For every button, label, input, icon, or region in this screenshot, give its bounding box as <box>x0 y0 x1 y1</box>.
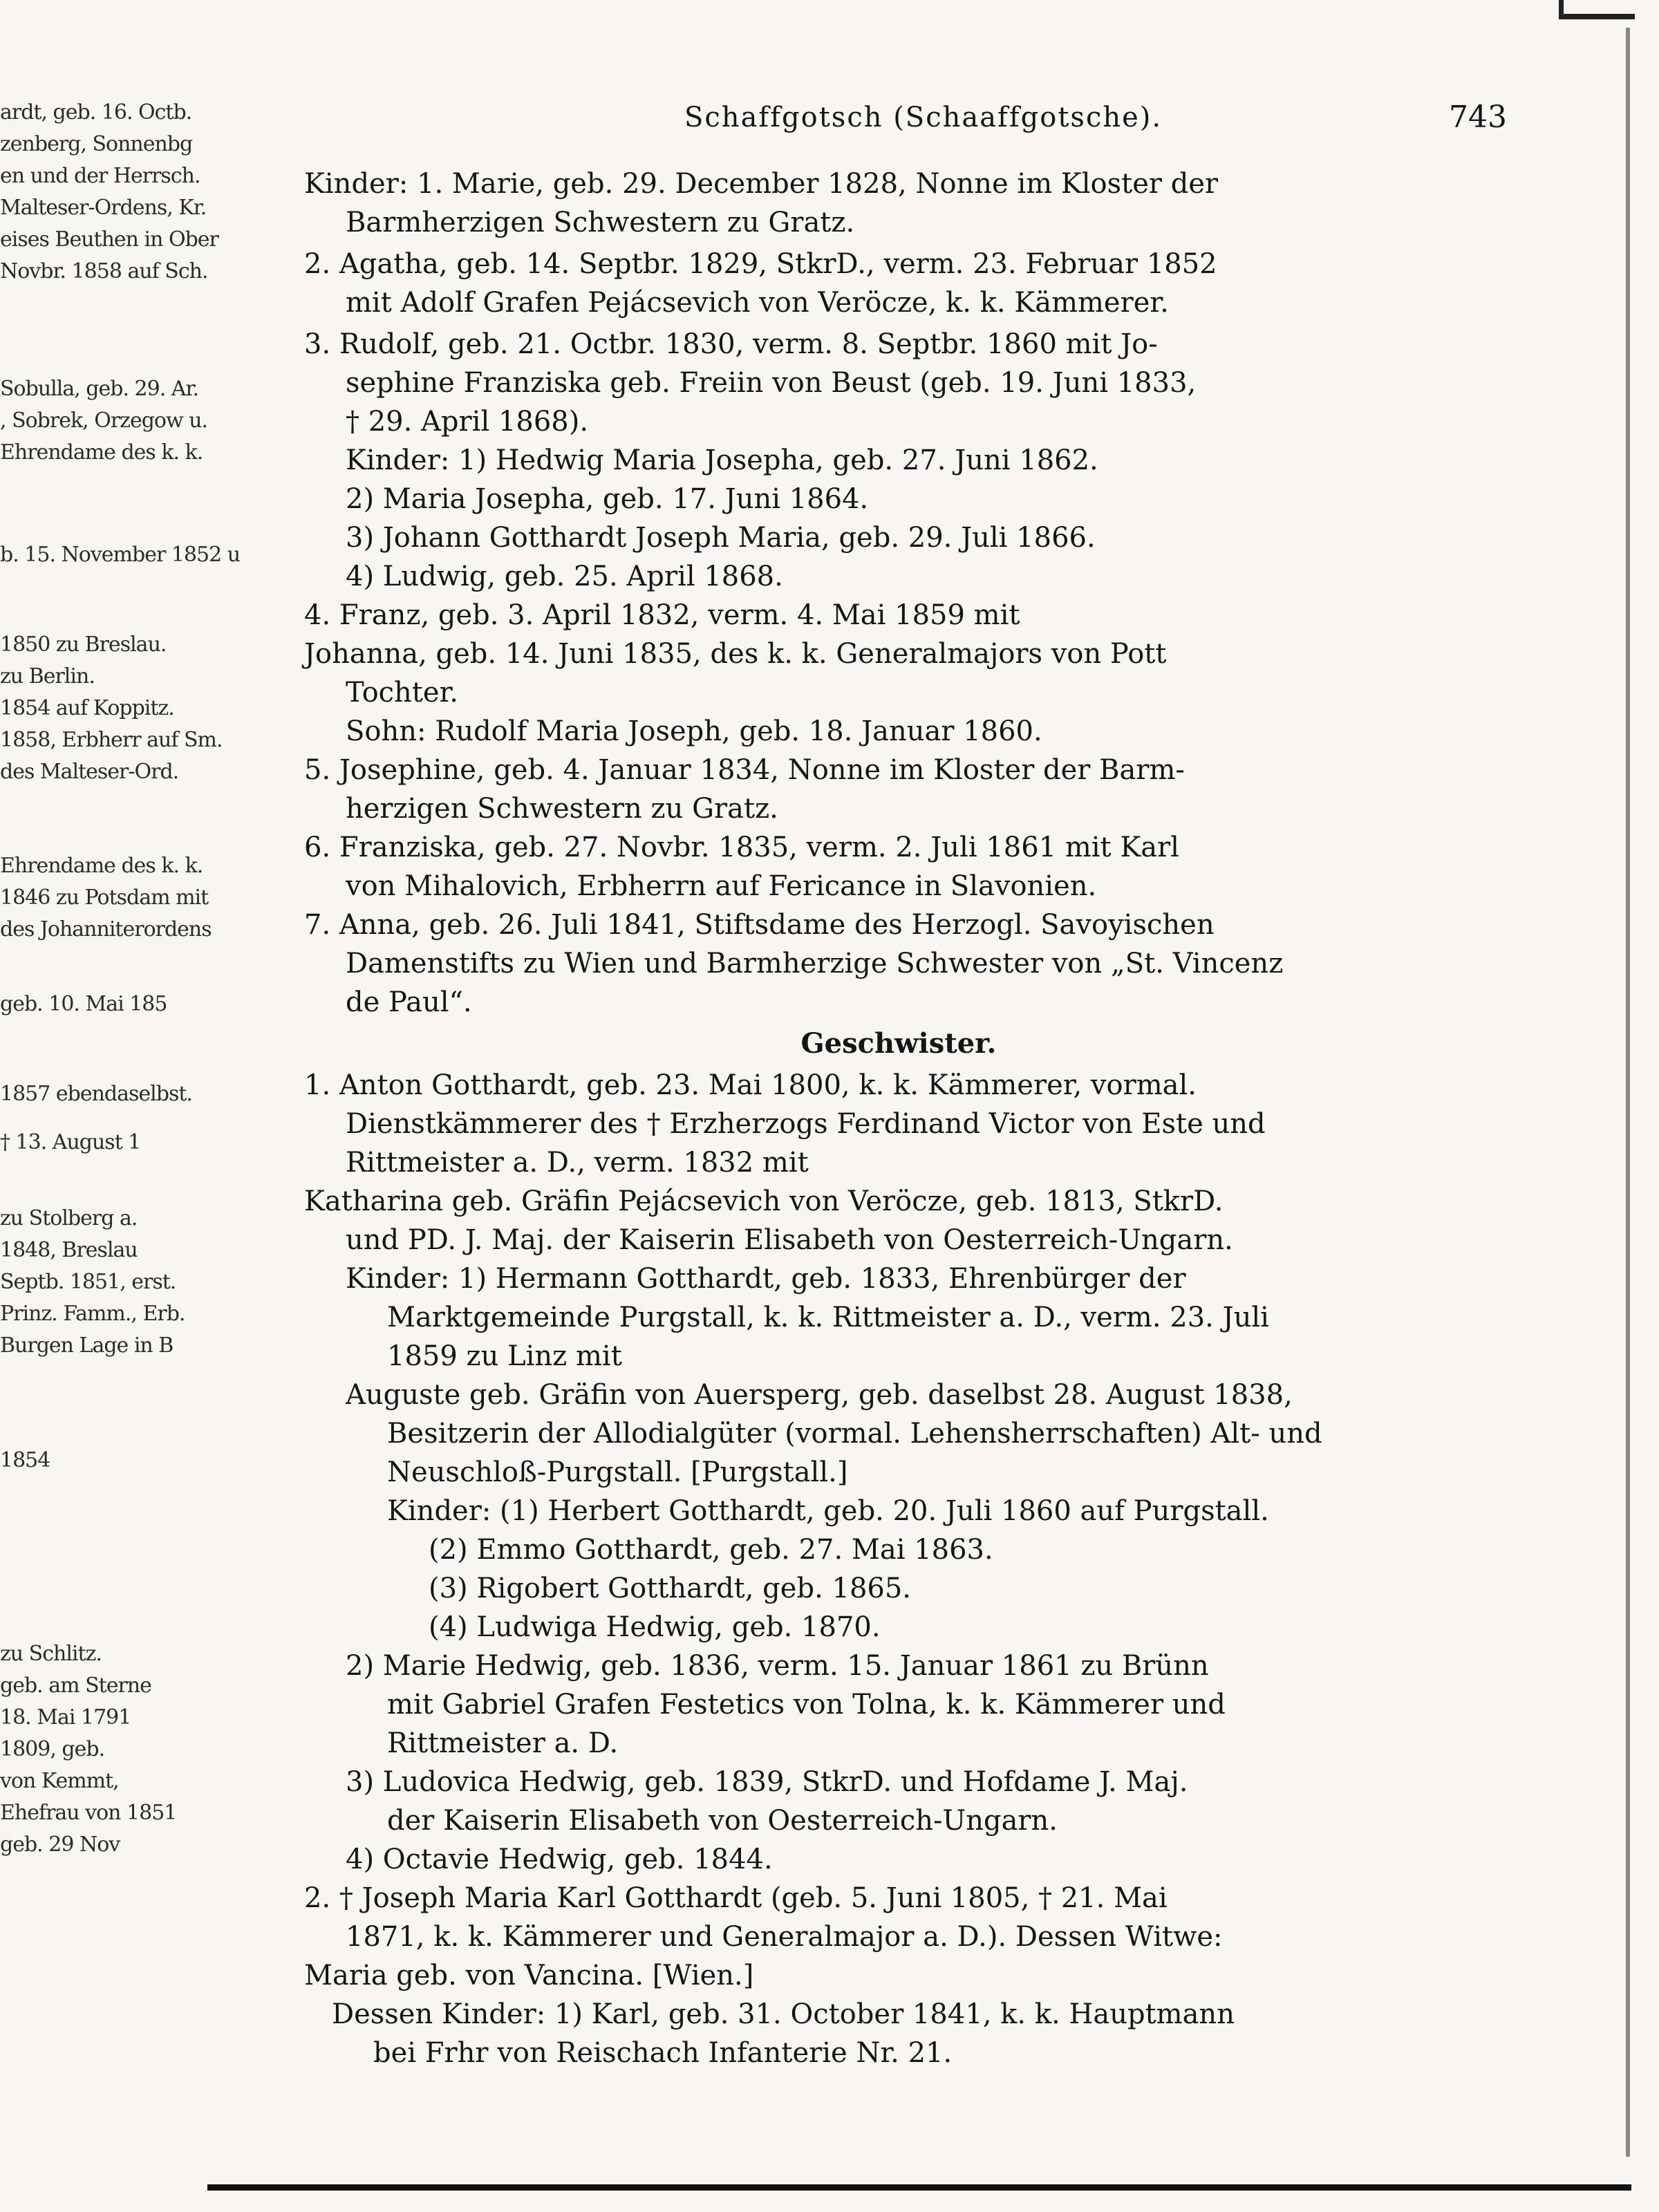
bleed-line: Septb. 1851, erst. <box>0 1270 176 1294</box>
bleed-line: Ehefrau von 1851 <box>0 1801 177 1825</box>
page-number: 743 <box>1449 100 1507 135</box>
bleed-line: , Sobrek, Orzegow u. <box>0 409 208 433</box>
text-line: mit Gabriel Grafen Festetics von Tolna, k. k. Kämmerer und <box>387 1689 1226 1721</box>
bleed-line: Ehrendame des k. k. <box>0 854 203 878</box>
text-line: Rittmeister a. D. <box>387 1727 619 1759</box>
text-line: 6. Franziska, geb. 27. Novbr. 1835, verm. 2. Juli 1861 mit Karl <box>304 832 1179 863</box>
bleed-line <box>0 1159 207 1190</box>
text-line: Johanna, geb. 14. Juni 1835, des k. k. Generalmajors von Pott <box>304 638 1167 670</box>
bleed-line <box>0 1020 207 1052</box>
text-line: sephine Franziska geb. Freiin von Beust (geb. 19. Juni 1833, <box>346 367 1197 399</box>
text-line: Katharina geb. Gräfin Pejácsevich von Veröcze, geb. 1813, StkrD. <box>304 1185 1224 1217</box>
text-line: Tochter. <box>346 677 459 709</box>
text-line: (2) Emmo Gotthardt, geb. 27. Mai 1863. <box>429 1534 993 1566</box>
text-line: (4) Ludwiga Hedwig, geb. 1870. <box>429 1611 881 1643</box>
page-body <box>304 166 1493 2143</box>
bottom-rule <box>207 2184 1631 2191</box>
bleed-line <box>0 946 207 977</box>
bleed-line: von Kemmt, <box>0 1769 119 1793</box>
bleed-line: des Johanniterordens <box>0 917 212 941</box>
bleed-line <box>0 1575 207 1606</box>
bleed-line: ardt, geb. 16. Octb. <box>0 100 192 124</box>
text-line: 3. Rudolf, geb. 21. Octbr. 1830, verm. 8. Septbr. 1860 mit Jo- <box>304 328 1158 360</box>
text-line: Neuschloß-Purgstall. [Purgstall.] <box>387 1456 848 1488</box>
bleed-line: 1858, Erbherr auf Sm. <box>0 728 223 752</box>
bleed-line: zu Berlin. <box>0 664 95 688</box>
bleed-line: 18. Mai 1791 <box>0 1705 131 1730</box>
text-line: Marktgemeinde Purgstall, k. k. Rittmeister a. D., verm. 23. Juli <box>387 1302 1269 1333</box>
text-line: und PD. J. Maj. der Kaiserin Elisabeth von Oesterreich-Ungarn. <box>346 1224 1233 1256</box>
bleed-line: Malteser-Ordens, Kr. <box>0 196 207 220</box>
text-line: de Paul“. <box>346 986 472 1018</box>
bleed-line: Burgen Lage in B <box>0 1333 174 1358</box>
bleed-line: 1850 zu Breslau. <box>0 632 167 657</box>
page-corner-mark-vertical <box>1559 0 1564 19</box>
bleed-line: 1809, geb. <box>0 1737 105 1761</box>
facing-page-bleed <box>0 97 241 1857</box>
text-line: Kinder: 1) Hermann Gotthardt, geb. 1833, Ehrenbürger der <box>346 1263 1186 1295</box>
text-line: (3) Rigobert Gotthardt, geb. 1865. <box>429 1573 912 1604</box>
bleed-line <box>0 1543 207 1575</box>
text-line: 5. Josephine, geb. 4. Januar 1834, Nonne im Kloster der Barm- <box>304 754 1185 786</box>
text-line: 3) Johann Gotthardt Joseph Maria, geb. 29. Juli 1866. <box>346 522 1096 554</box>
text-line: Dessen Kinder: 1) Karl, geb. 31. October 1841, k. k. Hauptmann <box>332 1998 1235 2030</box>
bleed-line <box>0 1511 207 1543</box>
text-line: 1. Anton Gotthardt, geb. 23. Mai 1800, k. k. Kämmerer, vormal. <box>304 1069 1197 1101</box>
bleed-line: Novbr. 1858 auf Sch. <box>0 259 208 283</box>
bleed-line <box>0 571 207 603</box>
bleed-line: zu Schlitz. <box>0 1642 102 1666</box>
text-line: Dienstkämmerer des † Erzherzogs Ferdinand Victor von Este und <box>346 1108 1266 1140</box>
bleed-line: b. 15. November 1852 u <box>0 543 241 567</box>
bleed-line: † 13. August 1 <box>0 1130 141 1154</box>
section-heading: Geschwister. <box>800 1027 997 1060</box>
bleed-line <box>0 1394 207 1425</box>
running-head: Schaffgotsch (Schaaffgotsche). <box>684 102 1163 133</box>
page-corner-mark <box>1559 14 1635 19</box>
text-line: Maria geb. von Vancina. [Wien.] <box>304 1960 754 1991</box>
bleed-line: 1854 auf Koppitz. <box>0 696 174 720</box>
bleed-line: Ehrendame des k. k. <box>0 440 203 465</box>
bleed-line: Sobulla, geb. 29. Ar. <box>0 377 199 401</box>
bleed-line <box>0 469 207 500</box>
text-line: Barmherzigen Schwestern zu Gratz. <box>346 207 855 238</box>
text-line: 4) Octavie Hedwig, geb. 1844. <box>346 1844 773 1875</box>
text-line: 1859 zu Linz mit <box>387 1340 622 1372</box>
text-line: 3) Ludovica Hedwig, geb. 1839, StkrD. und Hofdame J. Maj. <box>346 1766 1188 1798</box>
bleed-line: 1854 <box>0 1448 50 1472</box>
text-line: Besitzerin der Allodialgüter (vormal. Lehensherrschaften) Alt- und <box>387 1418 1322 1450</box>
text-line: von Mihalovich, Erbherrn auf Fericance in Slavonien. <box>346 870 1097 902</box>
bleed-line: zenberg, Sonnenbg <box>0 132 193 156</box>
text-line: Kinder: (1) Herbert Gotthardt, geb. 20. Juli 1860 auf Purgstall. <box>387 1495 1269 1527</box>
bleed-line: eises Beuthen in Ober <box>0 227 218 252</box>
bleed-line: geb. 10. Mai 185 <box>0 992 167 1016</box>
text-line: Kinder: 1) Hedwig Maria Josepha, geb. 27. Juni 1862. <box>346 444 1098 476</box>
text-line: 2. Agatha, geb. 14. Septbr. 1829, StkrD., verm. 23. Februar 1852 <box>304 248 1217 280</box>
bleed-line: 1848, Breslau <box>0 1238 138 1262</box>
text-line: Rittmeister a. D., verm. 1832 mit <box>346 1147 809 1179</box>
bleed-line: zu Stolberg a. <box>0 1206 138 1230</box>
bleed-line: des Malteser-Ord. <box>0 760 179 784</box>
bleed-line <box>0 288 207 319</box>
text-line: 7. Anna, geb. 26. Juli 1841, Stiftsdame des Herzogl. Savoyischen <box>304 909 1215 941</box>
text-line: Kinder: 1. Marie, geb. 29. December 1828, Nonne im Kloster der <box>304 168 1219 200</box>
bleed-line: Prinz. Famm., Erb. <box>0 1302 185 1326</box>
bleed-line <box>0 1606 207 1638</box>
bleed-line <box>0 788 207 820</box>
bleed-line: en und der Herrsch. <box>0 164 200 188</box>
text-line: Damenstifts zu Wien und Barmherzige Schwester von „St. Vincenz <box>346 948 1284 980</box>
text-line: herzigen Schwestern zu Gratz. <box>346 793 778 825</box>
text-line: bei Frhr von Reischach Infanterie Nr. 21. <box>373 2037 953 2069</box>
text-line: Sohn: Rudolf Maria Joseph, geb. 18. Januar 1860. <box>346 715 1042 747</box>
text-line: 1871, k. k. Kämmerer und Generalmajor a. D.). Dessen Witwe: <box>346 1921 1223 1953</box>
text-line: mit Adolf Grafen Pejácsevich von Veröcze, k. k. Kämmerer. <box>346 287 1169 319</box>
bleed-line <box>0 1362 207 1394</box>
bleed-line: geb. 29 Nov <box>0 1833 120 1857</box>
bleed-line: 1857 ebendaselbst. <box>0 1082 192 1106</box>
bleed-line <box>0 1479 207 1511</box>
bleed-line: 1846 zu Potsdam mit <box>0 885 209 910</box>
text-line: 4. Franz, geb. 3. April 1832, verm. 4. Mai 1859 mit <box>304 599 1020 631</box>
text-line: der Kaiserin Elisabeth von Oesterreich-Ungarn. <box>387 1805 1058 1837</box>
text-line: † 29. April 1868). <box>346 406 589 438</box>
text-line: 2. † Joseph Maria Karl Gotthardt (geb. 5. Juni 1805, † 21. Mai <box>304 1882 1168 1914</box>
bleed-line: geb. am Sterne <box>0 1674 151 1698</box>
text-line: 4) Ludwig, geb. 25. April 1868. <box>346 561 783 592</box>
page-edge-right <box>1626 28 1630 2157</box>
text-line: Auguste geb. Gräfin von Auersperg, geb. daselbst 28. August 1838, <box>346 1379 1293 1411</box>
text-line: 2) Marie Hedwig, geb. 1836, verm. 15. Januar 1861 zu Brünn <box>346 1650 1209 1682</box>
text-line: 2) Maria Josepha, geb. 17. Juni 1864. <box>346 483 869 515</box>
